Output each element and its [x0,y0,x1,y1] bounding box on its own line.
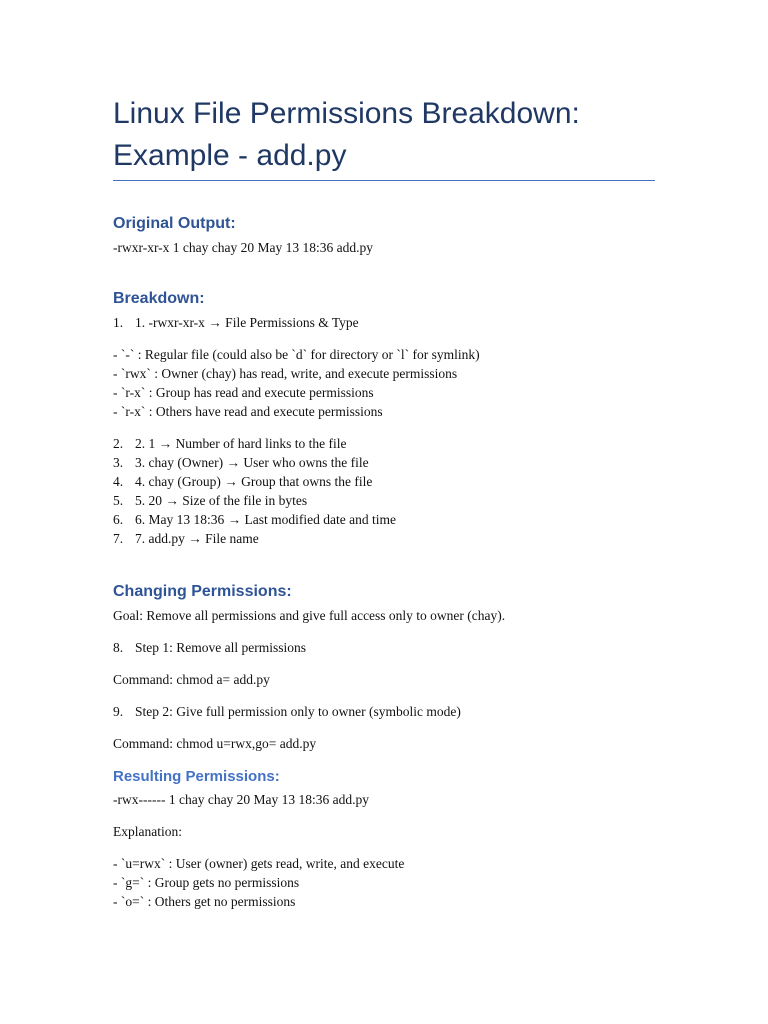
document-title: Linux File Permissions Breakdown: Example - add.py [113,97,580,172]
bullet-line: - `r-x` : Others have read and execute permissions [113,404,383,419]
list-item [113,453,396,472]
list-text: 5. 20 → Size of the file in bytes [135,493,308,508]
step1-item [113,638,306,657]
bullet-line: - `g=` : Group gets no permissions [113,875,300,890]
explanation-bullets [113,854,404,911]
list-text: 7. add.py → File name [135,531,259,546]
bullet-line: - `-` : Regular file (could also be `d` for directory or `l` for symlink) [113,347,480,362]
list-text: Step 1: Remove all permissions [135,640,306,655]
bullet-line: - `o=` : Others get no permissions [113,894,296,909]
list-item [113,638,306,657]
heading-original-output: Original Output: [113,215,236,232]
list-text: Step 2: Give full permission only to owner (symbolic mode) [135,704,461,719]
list-text: 2. 1 → Number of hard links to the file [135,436,347,451]
step2-item [113,702,461,721]
list-item [113,491,396,510]
list-text: 6. May 13 18:36 → Last modified date and time [135,512,396,527]
title-underline [113,180,655,181]
list-number: 1. [113,315,124,330]
list-item [113,529,396,548]
breakdown-list-rest [113,434,396,548]
list-text: 4. chay (Group) → Group that owns the file [135,474,373,489]
resulting-output-line: -rwx------ 1 chay chay 20 May 13 18:36 add.py [113,792,370,807]
bullet-line: - `u=rwx` : User (owner) gets read, write, and execute [113,856,405,871]
command1-line: Command: chmod a= add.py [113,672,270,687]
list-item [113,702,461,721]
heading-breakdown: Breakdown: [113,290,205,307]
original-output-line: -rwxr-xr-x 1 chay chay 20 May 13 18:36 add.py [113,240,374,255]
list-number: 8. [113,640,124,655]
list-number: 9. [113,704,124,719]
list-text: 3. chay (Owner) → User who owns the file [135,455,369,470]
list-item [113,313,359,332]
explanation-label: Explanation: [113,824,182,839]
list-text: 1. -rwxr-xr-x → File Permissions & Type [135,315,359,330]
heading-resulting-permissions: Resulting Permissions: [113,768,280,785]
list-number: 2. [113,436,124,451]
heading-changing-permissions: Changing Permissions: [113,583,292,600]
command2-line: Command: chmod u=rwx,go= add.py [113,736,317,751]
list-number: 5. [113,493,124,508]
list-number: 4. [113,474,124,489]
list-number: 6. [113,512,124,527]
list-item [113,510,396,529]
list-item [113,434,396,453]
breakdown-list-first [113,313,359,332]
goal-line: Goal: Remove all permissions and give full access only to owner (chay). [113,608,506,623]
list-number: 7. [113,531,124,546]
bullet-line: - `rwx` : Owner (chay) has read, write, and execute permissions [113,366,458,381]
list-number: 3. [113,455,124,470]
permission-bullets [113,345,480,421]
bullet-line: - `r-x` : Group has read and execute permissions [113,385,374,400]
list-item [113,472,396,491]
